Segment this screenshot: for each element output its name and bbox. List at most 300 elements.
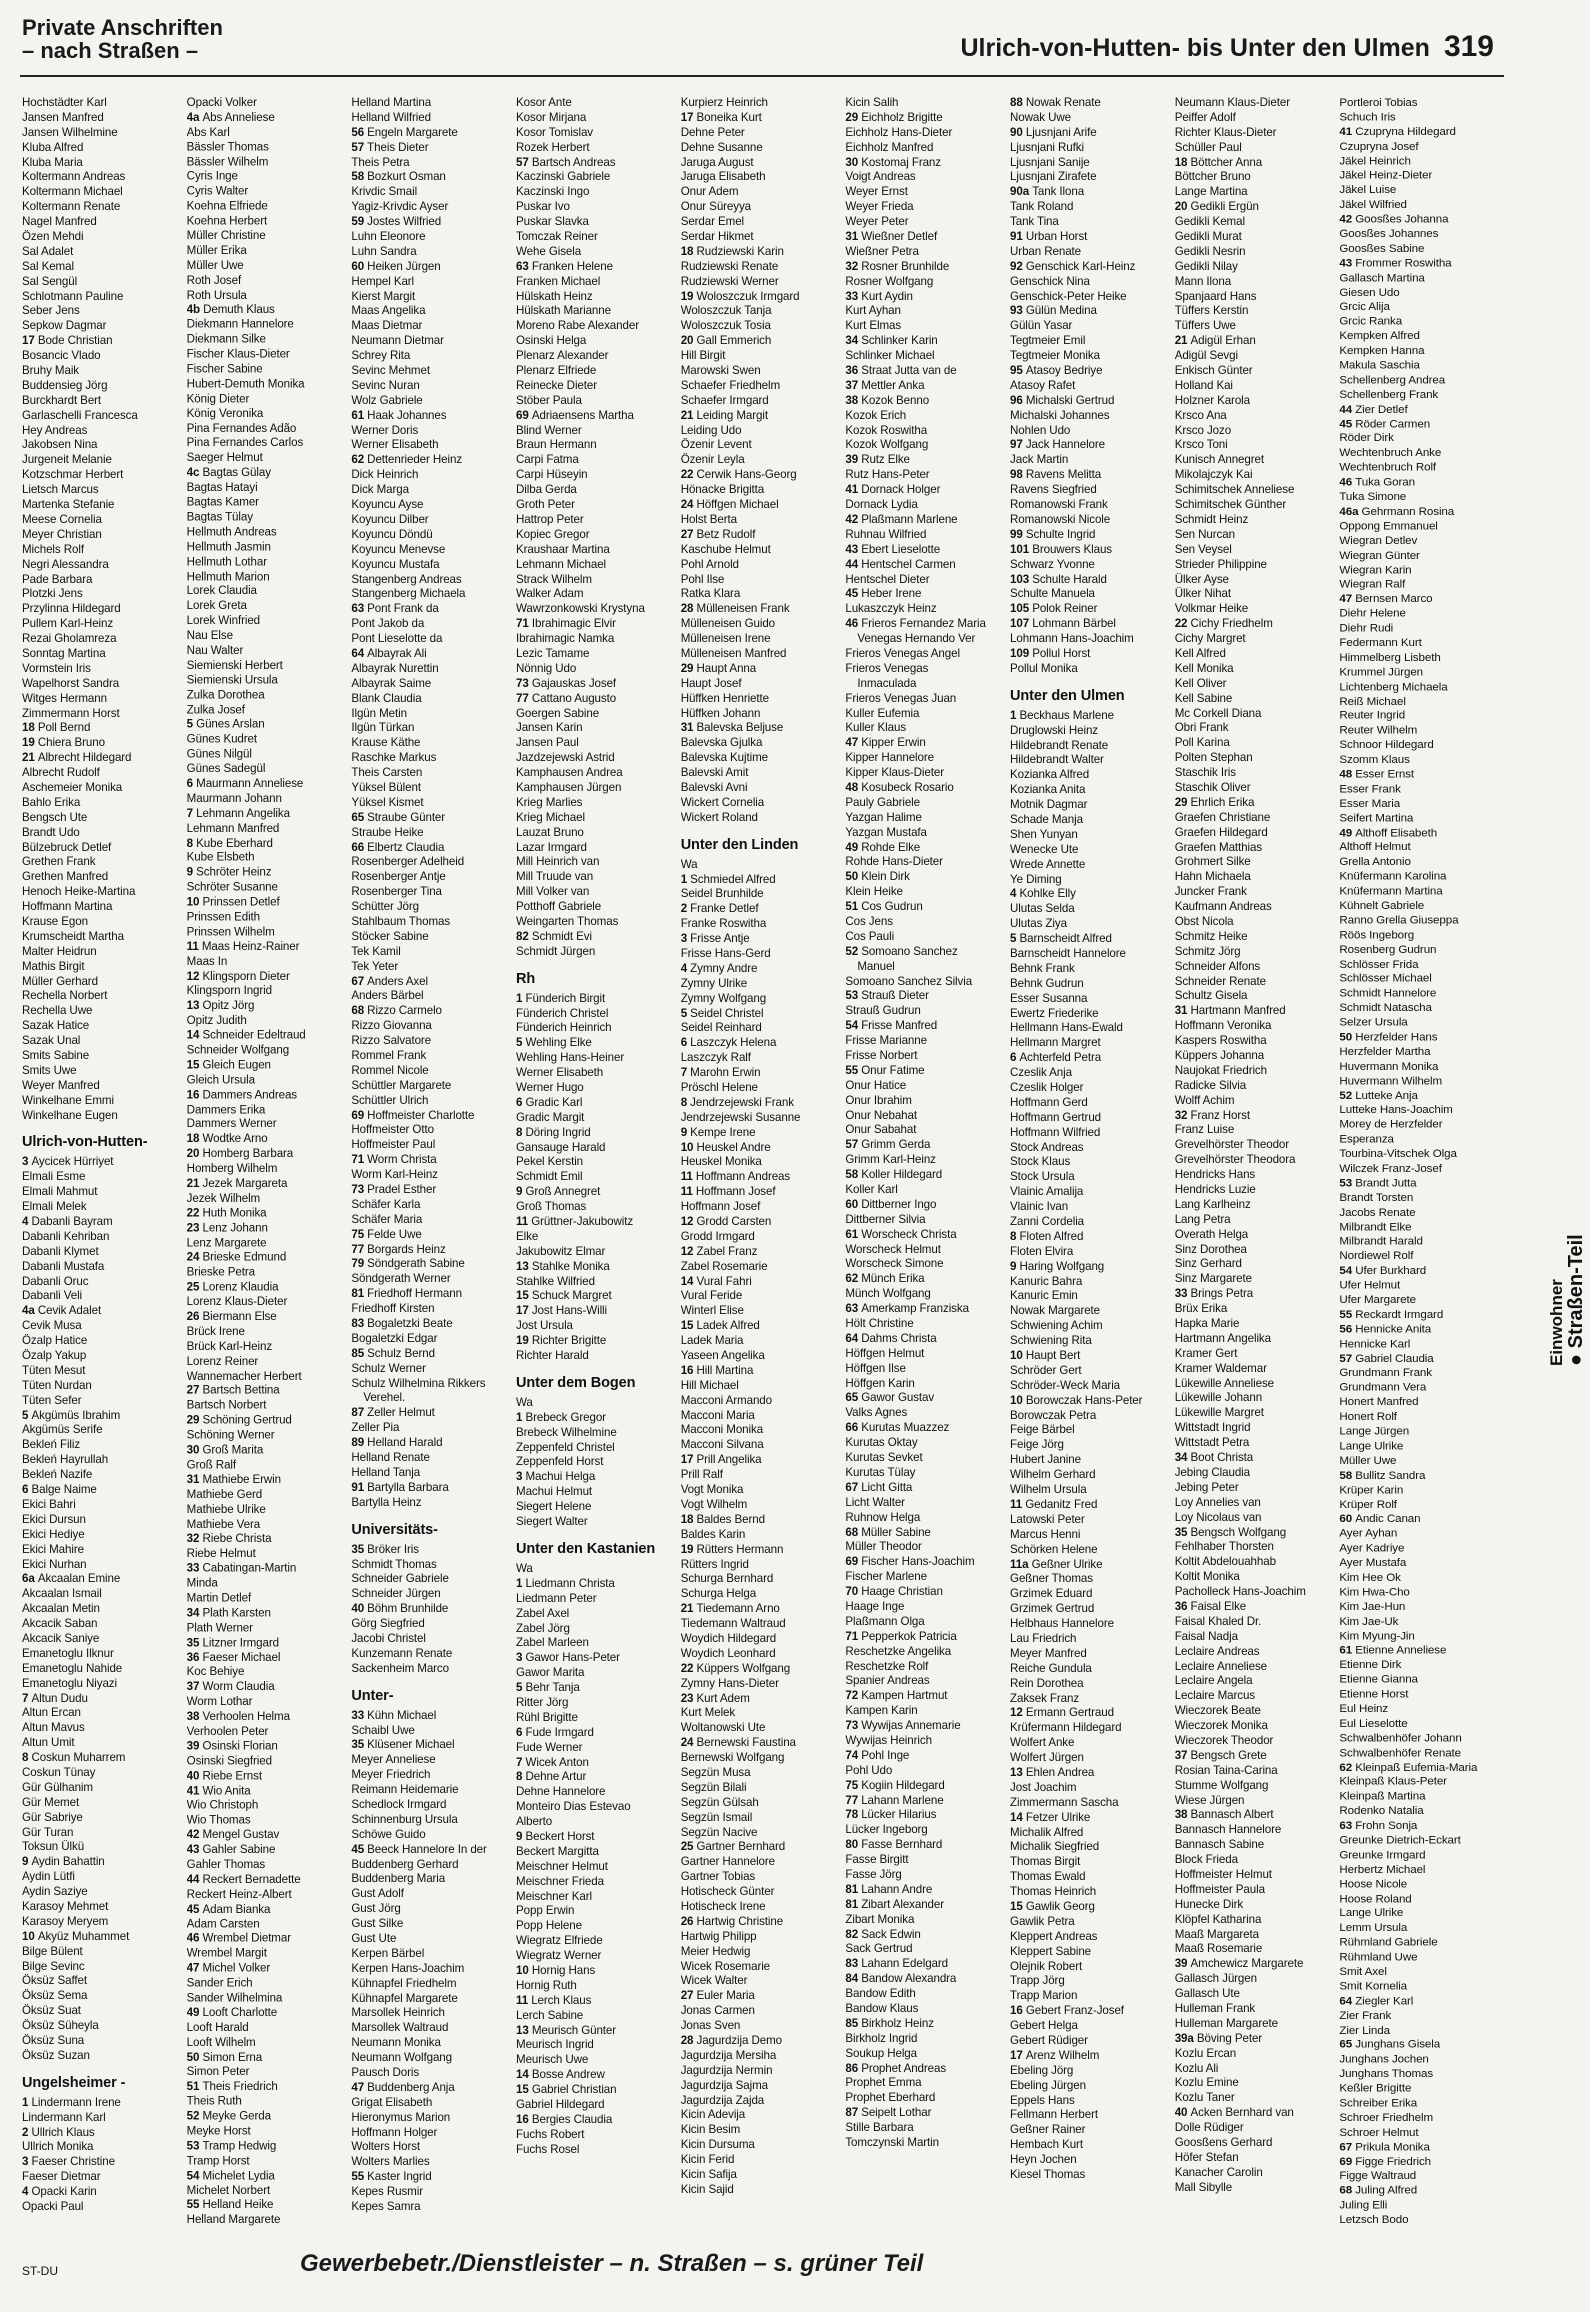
resident-entry: Schroer Friedhelm — [1339, 2111, 1434, 2124]
resident-entry: Lükewille Margret — [1174, 1406, 1264, 1420]
resident-entry: Bülzebruck Detlef — [22, 840, 112, 854]
resident-entry: 44 Zier Detlef — [1339, 402, 1408, 416]
resident-entry: Jäkel Heinz-Dieter — [1339, 169, 1433, 182]
resident-entry: Krsco Jozo — [1174, 423, 1232, 437]
resident-entry: Rühl Brigitte — [516, 1710, 578, 1724]
resident-entry: Verhoolen Peter — [186, 1724, 269, 1738]
resident-entry: Akcacik Saban — [22, 1617, 98, 1631]
resident-entry: 64 Ziegler Karl — [1339, 1994, 1414, 2008]
resident-entry: Koehna Herbert — [186, 214, 268, 228]
resident-entry: 24 Bernewski Faustina — [680, 1736, 796, 1750]
house-number: 62 — [1339, 1760, 1356, 1774]
resident-entry: Wechtenbruch Anke — [1339, 446, 1442, 460]
resident-entry: 53 Brandt Jutta — [1339, 1176, 1417, 1190]
resident-entry: Michels Rolf — [22, 542, 84, 556]
resident-entry: Opacki Paul — [22, 2200, 84, 2214]
resident-entry: Seifert Martina — [1339, 811, 1414, 825]
resident-entry: 11 Gedanitz Fred — [1010, 1497, 1098, 1511]
resident-entry: Hoffmeister Helmut — [1174, 1867, 1272, 1881]
resident-entry: Rechella Norbert — [22, 989, 108, 1003]
resident-entry: 14 Vural Fahri — [680, 1274, 752, 1288]
resident-entry: Hennicke Karl — [1339, 1337, 1411, 1350]
resident-entry: Hulleman Margarete — [1174, 2016, 1278, 2030]
resident-entry: Kim Jae-Uk — [1339, 1614, 1399, 1628]
resident-entry: Himmelberg Lisbeth — [1339, 650, 1441, 664]
resident-entry: Schöwe Guido — [351, 1827, 426, 1841]
resident-entry: Onur Hatice — [845, 1078, 907, 1092]
resident-entry: Maaß Rosemarie — [1174, 1942, 1263, 1956]
house-number: 3 — [516, 1651, 526, 1665]
resident-entry: Prinssen Wilhelm — [186, 925, 275, 939]
resident-entry: Gedikli Nesrin — [1174, 244, 1246, 258]
resident-entry: Frieros Venegas Juan — [845, 691, 957, 705]
resident-entry: Mülleneisen Manfred — [680, 646, 787, 660]
resident-entry: 24 Höffgen Michael — [680, 498, 779, 512]
resident-entry: 13 Meurisch Günter — [516, 2023, 617, 2037]
footer-note: Gewerbebetr./Dienstleister – n. Straßen – s. grüner Teil — [300, 2250, 924, 2277]
resident-entry: Sonntag Martina — [22, 646, 106, 660]
house-number: 13 — [516, 1259, 532, 1273]
resident-entry: Szomm Klaus — [1339, 753, 1410, 766]
house-number: 29 — [1174, 795, 1191, 809]
resident-entry: 66 Kurutas Muazzez — [845, 1421, 950, 1435]
resident-entry: Diehr Helene — [1339, 607, 1406, 620]
resident-entry: 22 Huth Monika — [186, 1206, 267, 1220]
resident-entry: Öksüz Saffet — [22, 1974, 87, 1988]
resident-entry: Fischer Klaus-Dieter — [186, 347, 290, 361]
resident-entry: 53 Strauß Dieter — [845, 989, 929, 1003]
resident-entry: Birkholz Ingrid — [845, 2031, 918, 2045]
resident-entry: Sal Adalet — [22, 244, 74, 258]
resident-entry: 41 Czupryna Hildegard — [1339, 125, 1456, 138]
resident-entry: Rosenberg Gudrun — [1339, 942, 1437, 956]
resident-entry: 9 Haring Wolfgang — [1010, 1259, 1105, 1273]
resident-entry: Ibrahimagic Namka — [516, 632, 615, 646]
resident-entry: Wickert Cornelia — [680, 795, 765, 809]
resident-entry: Koyuncu Mustafa — [351, 557, 440, 571]
resident-entry: 67 Licht Gitta — [845, 1480, 913, 1494]
resident-entry: 13 Stahlke Monika — [516, 1259, 610, 1273]
resident-entry: Kurutas Oktay — [845, 1436, 918, 1450]
resident-entry: Höffgen Ilse — [845, 1361, 906, 1375]
directory-column — [514, 96, 679, 2228]
resident-entry: Öksüz Sema — [22, 1989, 88, 2003]
resident-entry: Minda — [186, 1576, 218, 1590]
resident-entry: Jacobs Renate — [1339, 1205, 1416, 1219]
resident-entry: Junghans Thomas — [1339, 2067, 1434, 2081]
house-number: 107 — [1010, 617, 1033, 631]
house-number: 96 — [1010, 393, 1026, 407]
resident-entry: Hellmuth Lothar — [186, 555, 268, 568]
resident-entry: Hönacke Brigitta — [680, 483, 765, 497]
resident-entry: Kicin Adevija — [680, 2108, 746, 2122]
house-number: 69 — [351, 1108, 368, 1122]
resident-entry: Letzsch Bodo — [1339, 2213, 1409, 2227]
resident-entry: Bandow Klaus — [845, 2002, 919, 2015]
resident-entry: Milbrandt Harald — [1339, 1235, 1423, 1248]
resident-entry: Faeser Dietmar — [22, 2170, 101, 2184]
house-number: 90 — [1010, 125, 1026, 139]
resident-entry: 40 Acken Bernhard van — [1174, 2106, 1294, 2120]
resident-entry: Öksüz Suna — [22, 2034, 85, 2047]
street-heading: Rh — [516, 970, 536, 987]
house-number: 49 — [186, 2006, 203, 2020]
resident-entry: Cos Jens — [845, 914, 893, 928]
resident-entry: Moreno Rabe Alexander — [516, 319, 639, 333]
resident-entry: 46 Frieros Fernandez Maria — [845, 617, 986, 631]
house-number: 85 — [845, 2016, 862, 2030]
resident-entry: 36 Faisal Elke — [1174, 1599, 1247, 1613]
resident-entry: Selzer Ursula — [1339, 1015, 1408, 1029]
resident-entry: Hölt Christine — [845, 1317, 914, 1331]
resident-entry: Hill Michael — [680, 1378, 739, 1392]
resident-entry: Mathis Birgit — [22, 959, 85, 973]
house-number: 63 — [516, 259, 532, 273]
resident-entry: Looft Wilhelm — [186, 2035, 256, 2049]
resident-entry: 4 Zymny Andre — [680, 961, 758, 975]
house-number: 4 — [1010, 887, 1020, 901]
resident-entry: Gabriel Hildegard — [516, 2098, 605, 2111]
resident-entry: Ritter Jörg — [516, 1695, 569, 1709]
house-number: 37 — [1174, 1748, 1191, 1762]
resident-entry: Spanier Andreas — [845, 1674, 930, 1688]
resident-entry: Volkmar Heike — [1174, 602, 1249, 616]
resident-entry: 21 Leiding Margit — [680, 408, 768, 422]
house-number: 56 — [1339, 1322, 1356, 1336]
resident-entry: 5 Behr Tanja — [516, 1681, 580, 1695]
house-number: 57 — [1339, 1351, 1356, 1365]
resident-entry: Wa — [680, 857, 698, 871]
resident-entry: Werner Doris — [351, 423, 419, 437]
resident-entry: Vogt Monika — [680, 1483, 744, 1497]
resident-entry: Schmidt Natascha — [1339, 1001, 1432, 1015]
house-number: 4 — [22, 1215, 32, 1229]
resident-entry: 71 Pepperkok Patricia — [845, 1629, 957, 1643]
resident-entry: Sackenheim Marco — [351, 1661, 449, 1675]
resident-entry: Braun Hermann — [516, 438, 597, 452]
resident-entry: Herbertz Michael — [1339, 1862, 1426, 1876]
resident-entry: Theis Carsten — [351, 766, 423, 780]
resident-entry: 60 Heiken Jürgen — [351, 259, 441, 273]
resident-entry: Schwalbenhöfer Johann — [1339, 1731, 1462, 1745]
resident-entry: 6 Laszczyk Helena — [680, 1036, 777, 1050]
resident-entry: Gallasch Jürgen — [1174, 1972, 1257, 1986]
resident-entry: 109 Pollul Horst — [1010, 646, 1091, 660]
house-number: 97 — [1010, 438, 1026, 452]
resident-entry: Aydin Lütfi — [22, 1870, 75, 1884]
resident-entry: Pekel Kerstin — [516, 1155, 584, 1169]
directory-columns — [20, 96, 1502, 2228]
house-number: 78 — [845, 1808, 862, 1822]
resident-entry: Schaibl Uwe — [351, 1723, 415, 1737]
resident-entry: Ekici Dursun — [22, 1512, 86, 1526]
resident-entry: Kicin Salih — [845, 96, 899, 109]
resident-entry: Loy Nicolaus van — [1174, 1510, 1262, 1524]
resident-entry: 21 Albrecht Hildegard — [22, 751, 132, 765]
house-number: 10 — [1010, 1349, 1026, 1363]
resident-entry: Pohl Udo — [845, 1763, 893, 1777]
resident-entry: Emanetoglu Nahide — [22, 1661, 123, 1675]
resident-entry: Dehne Hannelore — [516, 1785, 606, 1799]
resident-entry: Kierst Margit — [351, 289, 416, 303]
resident-entry: 45 Heber Irene — [845, 587, 922, 601]
resident-entry: Kempken Alfred — [1339, 329, 1420, 343]
resident-entry: Wiegran Günter — [1339, 548, 1420, 562]
resident-entry: Czeslik Holger — [1010, 1081, 1084, 1094]
resident-entry: 41 Dornack Holger — [845, 483, 941, 497]
house-number: 64 — [845, 1331, 862, 1345]
resident-entry: Thomas Heinrich — [1010, 1885, 1097, 1899]
resident-entry: 68 Rizzo Carmelo — [351, 1004, 442, 1018]
house-number: 7 — [186, 806, 197, 820]
house-number: 18 — [680, 244, 697, 258]
resident-entry: 27 Euler Maria — [680, 1989, 755, 2003]
resident-entry: Wio Thomas — [186, 1813, 251, 1827]
resident-entry: Ladek Maria — [680, 1334, 744, 1348]
house-number: 31 — [186, 1473, 203, 1487]
resident-entry: 50 Klein Dirk — [845, 870, 910, 884]
house-number: 4b — [186, 303, 204, 317]
resident-entry: 65 Junghans Gisela — [1339, 2038, 1441, 2051]
resident-entry: Kozlu Ercan — [1174, 2046, 1237, 2060]
house-number: 20 — [1174, 200, 1191, 214]
resident-entry: Osinski Helga — [516, 334, 587, 348]
resident-entry: Dehne Susanne — [680, 140, 763, 154]
resident-entry: 38 Verhoolen Helma — [186, 1709, 290, 1723]
resident-entry: Kell Alfred — [1174, 646, 1226, 660]
resident-entry: Albayrak Saime — [351, 676, 432, 690]
resident-entry: Brück Karl-Heinz — [186, 1339, 273, 1353]
resident-entry: 65 Straube Günter — [351, 810, 446, 824]
resident-entry: Holzner Karola — [1174, 393, 1250, 407]
resident-entry: 1 Brebeck Gregor — [516, 1410, 606, 1424]
resident-entry: Kepes Rusmir — [351, 2185, 423, 2199]
resident-entry: Wiegran Detlev — [1339, 534, 1418, 547]
resident-entry: 3 Gawor Hans-Peter — [516, 1651, 620, 1665]
resident-entry: Ilgün Metin — [351, 706, 407, 720]
house-number: 47 — [186, 1961, 203, 1975]
resident-entry: Woltanowski Ute — [680, 1721, 766, 1735]
resident-entry: 69 Figge Friedrich — [1339, 2155, 1432, 2168]
resident-entry: Siegert Walter — [516, 1515, 588, 1529]
resident-entry: 107 Lohmann Bärbel — [1010, 617, 1116, 631]
resident-entry: 30 Groß Marita — [186, 1443, 264, 1457]
resident-entry: Rommel Nicole — [351, 1063, 429, 1077]
resident-entry: 16 Dammers Andreas — [186, 1088, 298, 1102]
house-number: 26 — [186, 1310, 203, 1324]
resident-entry: Polten Stephan — [1174, 751, 1253, 765]
street-heading: Universitäts- — [351, 1521, 438, 1538]
house-number: 66 — [351, 840, 368, 854]
resident-entry: 19 Richter Brigitte — [516, 1334, 607, 1348]
resident-entry: Kamphausen Jürgen — [516, 780, 622, 794]
resident-entry: Vlainic Amalija — [1010, 1185, 1084, 1199]
resident-entry: Oppong Emmanuel — [1339, 519, 1438, 533]
resident-entry: Günes Nilgül — [186, 747, 252, 761]
resident-entry: Dilba Gerda — [516, 483, 577, 497]
resident-entry: Vlainic Ivan — [1010, 1200, 1069, 1214]
resident-entry: Zanni Cordelia — [1010, 1215, 1085, 1229]
resident-entry: Kozok Wolfgang — [845, 438, 929, 452]
resident-entry: Macconi Silvana — [680, 1438, 764, 1452]
resident-entry: 35 Bröker Iris — [351, 1542, 419, 1556]
resident-entry: Licht Walter — [845, 1495, 905, 1509]
resident-entry: Nowak Uwe — [1010, 110, 1071, 124]
resident-entry: Sen Nurcan — [1174, 527, 1235, 541]
resident-entry: Adam Carsten — [186, 1917, 260, 1931]
house-number: 58 — [1339, 1468, 1356, 1482]
house-number: 24 — [680, 498, 697, 512]
resident-entry: 98 Ravens Melitta — [1010, 468, 1102, 482]
resident-entry: Bekleń Filiz — [22, 1438, 81, 1452]
resident-entry: Ulutas Ziya — [1010, 917, 1067, 931]
resident-entry: Martenka Stefanie — [22, 498, 115, 512]
house-number: 99 — [1010, 527, 1026, 541]
house-number: 43 — [1339, 256, 1356, 270]
house-number: 63 — [845, 1302, 862, 1316]
resident-entry: Hüffken Johann — [680, 706, 761, 720]
resident-entry: Gür Memet — [22, 1795, 80, 1809]
resident-entry: Wilhelm Ursula — [1010, 1483, 1087, 1497]
resident-entry: Mill Heinrich van — [516, 855, 600, 869]
resident-entry: 20 Homberg Barbara — [186, 1147, 294, 1161]
house-number: 44 — [186, 1872, 203, 1886]
house-number: 13 — [516, 2023, 532, 2037]
resident-entry: Wa — [516, 1395, 533, 1409]
resident-entry: 48 Kosubeck Rosario — [845, 780, 954, 794]
resident-entry: Prill Ralf — [680, 1468, 723, 1482]
resident-entry: 62 Dettenrieder Heinz — [351, 453, 463, 467]
house-number: 17 — [680, 1453, 697, 1467]
resident-entry: Gust Ute — [351, 1931, 397, 1945]
resident-entry: Bilge Sevinc — [22, 1959, 85, 1973]
resident-entry: 62 Kleinpaß Eufemia-Maria — [1339, 1760, 1478, 1774]
house-number: 69 — [516, 408, 532, 422]
resident-entry: Dammers Werner — [186, 1117, 277, 1131]
resident-entry: Bekleń Hayrullah — [22, 1453, 109, 1467]
house-number: 40 — [351, 1602, 368, 1616]
resident-entry: Kicin Besim — [680, 2123, 741, 2137]
resident-entry: Tuka Simone — [1339, 490, 1407, 504]
resident-entry: 55 Kaster Ingrid — [351, 2170, 432, 2184]
resident-entry: Krummel Jürgen — [1339, 665, 1424, 679]
resident-entry: 55 Onur Fatime — [845, 1063, 925, 1077]
resident-entry: Balevski Amit — [680, 766, 749, 780]
resident-entry: 84 Bandow Alexandra — [845, 1972, 957, 1986]
house-number: 77 — [516, 691, 532, 705]
resident-entry: Kozok Erich — [845, 408, 907, 422]
resident-entry: Schneider Wolfgang — [186, 1043, 290, 1057]
resident-entry: 16 Gebert Franz-Josef — [1010, 2004, 1124, 2018]
resident-entry: Baldes Karin — [680, 1527, 746, 1541]
house-number: 64 — [351, 646, 368, 660]
directory-column — [185, 96, 350, 2228]
resident-entry: Meyer Friedrich — [351, 1768, 431, 1782]
resident-entry: Müller Theodor — [845, 1540, 922, 1554]
house-number: 65 — [845, 1391, 862, 1405]
house-number: 55 — [351, 2170, 368, 2184]
house-number: 75 — [845, 1778, 862, 1792]
house-number: 8 — [22, 1751, 32, 1765]
resident-entry: 9 Kempe Irene — [680, 1125, 756, 1139]
resident-entry: Kurutas Tülay — [845, 1465, 916, 1479]
resident-entry: Riebe Helmut — [186, 1547, 256, 1561]
resident-entry: Schaefer Friedhelm — [680, 378, 781, 392]
house-number: 9 — [22, 1855, 32, 1869]
house-number: 11 — [516, 1993, 532, 2007]
resident-entry: 17 Jost Hans-Willi — [516, 1304, 607, 1318]
resident-entry: Plenarz Elfriede — [516, 364, 597, 378]
resident-entry: 44 Hentschel Carmen — [845, 557, 956, 571]
resident-entry: Kühnapfel Friedhelm — [351, 1976, 457, 1990]
house-number: 2 — [22, 2125, 32, 2139]
resident-entry: Mill Volker van — [516, 885, 590, 899]
resident-entry: Hattrop Peter — [516, 512, 584, 526]
resident-entry: Aschemeier Monika — [22, 780, 123, 794]
resident-entry: 26 Biermann Else — [186, 1310, 277, 1324]
resident-entry: 5 Seidel Christel — [680, 1006, 764, 1020]
house-number: 47 — [351, 2080, 368, 2094]
resident-entry: Kampen Karin — [845, 1704, 918, 1718]
resident-entry: Fuchs Rosel — [516, 2142, 580, 2156]
resident-entry: Mathiebe Gerd — [186, 1487, 263, 1501]
resident-entry: Rütters Ingrid — [680, 1557, 749, 1571]
house-number: 37 — [845, 378, 862, 392]
resident-entry: Worm Lothar — [186, 1695, 253, 1709]
resident-entry: Alberto — [516, 1815, 553, 1829]
resident-entry: Reiche Gundula — [1010, 1661, 1092, 1675]
house-number: 63 — [351, 602, 368, 616]
resident-entry: Sinz Margarete — [1174, 1272, 1252, 1286]
resident-entry: Schurga Bernhard — [680, 1572, 774, 1586]
house-number: 67 — [351, 974, 368, 988]
resident-entry: 77 Lahann Marlene — [845, 1793, 944, 1807]
resident-entry: Maaß Margareta — [1174, 1927, 1259, 1941]
resident-entry: Peiffer Adolf — [1174, 110, 1236, 124]
resident-entry: Ljusnjani Zirafete — [1010, 170, 1097, 184]
resident-entry: Stöber Paula — [516, 393, 582, 407]
resident-entry: Sevinc Nuran — [351, 378, 420, 392]
resident-entry: Toksun Ülkü — [22, 1840, 85, 1854]
resident-entry: Koltermann Andreas — [22, 170, 126, 184]
resident-entry: Marsollek Heinrich — [351, 2006, 445, 2020]
resident-entry: Bandow Edith — [845, 1987, 916, 2001]
house-number: 63 — [1339, 1819, 1356, 1832]
resident-entry: Onur Nebahat — [845, 1108, 917, 1122]
resident-entry: Winkelhane Eugen — [22, 1108, 118, 1122]
house-number: 11 — [186, 940, 202, 953]
resident-entry: Frisse Marianne — [845, 1034, 927, 1048]
resident-entry: 80 Fasse Bernhard — [845, 1838, 943, 1852]
resident-entry: Schulz Werner — [351, 1361, 426, 1375]
house-number: 61 — [351, 408, 368, 422]
resident-entry: Mathiebe Vera — [186, 1517, 261, 1531]
resident-entry: 46 Tuka Goran — [1339, 475, 1415, 489]
resident-entry: 61 Worscheck Christa — [845, 1227, 957, 1241]
resident-entry: Zier Frank — [1339, 2008, 1392, 2022]
resident-entry: Barnscheidt Hannelore — [1010, 946, 1126, 960]
resident-entry: Wapelhorst Sandra — [22, 676, 120, 690]
resident-entry: Geßner Rainer — [1010, 2123, 1086, 2137]
resident-entry: Kiesel Thomas — [1010, 2168, 1086, 2182]
resident-entry: 29 Schöning Gertrud — [186, 1413, 292, 1427]
house-number: 42 — [1339, 212, 1356, 226]
resident-entry: Schröder Gert — [1010, 1363, 1082, 1377]
resident-entry: Maurmann Johann — [186, 791, 282, 805]
resident-entry: Wieczorek Monika — [1174, 1719, 1268, 1733]
resident-entry: Klein Heike — [845, 885, 903, 899]
resident-entry: Krüper Karin — [1339, 1483, 1404, 1497]
